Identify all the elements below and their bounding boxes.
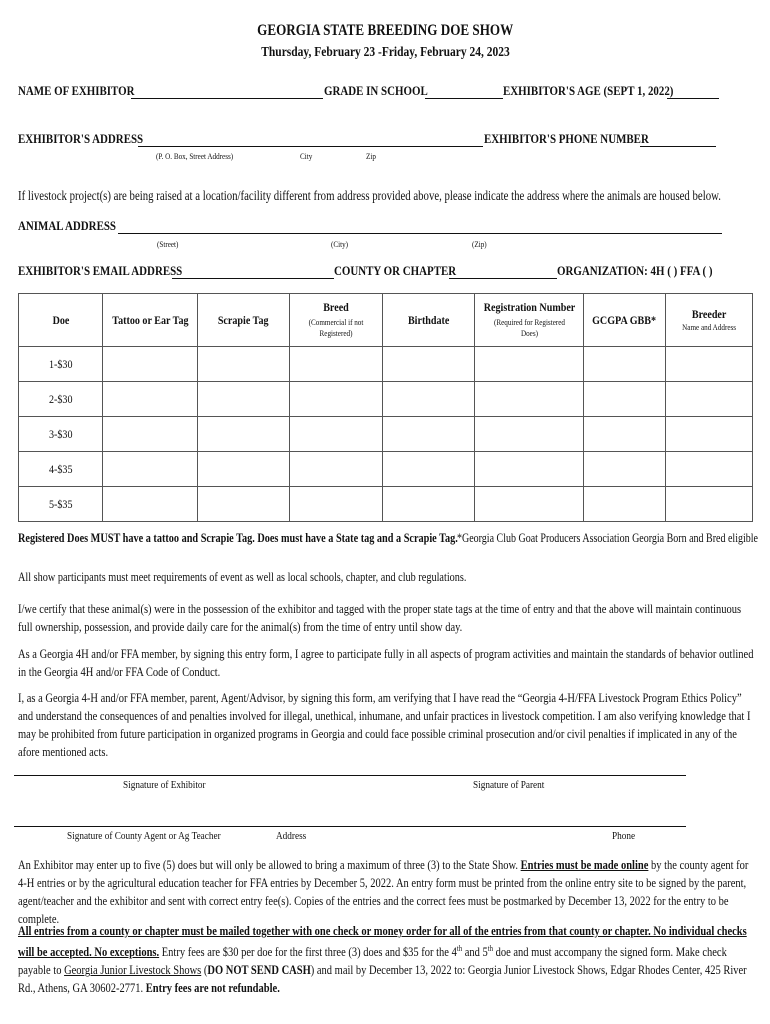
doe-number: 3-$30: [19, 417, 103, 452]
doe-number: 5-$35: [19, 487, 103, 522]
hint-animal-zip: (Zip): [472, 239, 487, 249]
table-header-row: [19, 294, 753, 347]
page-title: GEORGIA STATE BREEDING DOE SHOW: [256, 22, 514, 39]
phone-field[interactable]: [640, 146, 716, 147]
label-signature-parent: Signature of Parent: [473, 779, 545, 791]
address-field[interactable]: [138, 146, 483, 147]
label-animal-address: ANIMAL ADDRESS: [18, 218, 117, 233]
col-tattoo: Tattoo or Ear Tag: [103, 294, 198, 347]
label-grade: GRADE IN SCHOOL: [324, 83, 428, 98]
label-phone: EXHIBITOR'S PHONE NUMBER: [484, 131, 649, 146]
mailing-instructions: All entries from a county or chapter must be mailed together with one check or money order for all of the entries from that county or chapter. No individual checks will be accepted. No exceptions. Entry fees are $30 per doe for the first three (3) does and $35 for the 4th and 5th doe and must accompany the signed form. Make check payable to Georgia Junior Livestock Shows (DO NOT SEND CASH) and mail by December 13, 2022 to: Georgia Junior Livestock Shows, Edgar Rhodes Center, 425 River Rd., Athens, GA 30602-2771. Entry fees are not refundable.: [18, 924, 747, 996]
table-row: [19, 417, 753, 452]
label-signature-agent: Signature of County Agent or Ag Teacher: [67, 830, 221, 842]
col-scrapie: Scrapie Tag: [198, 294, 290, 347]
age-field[interactable]: [667, 98, 719, 99]
email-field[interactable]: [172, 278, 334, 279]
table-row: [19, 347, 753, 382]
label-county: COUNTY OR CHAPTER: [334, 263, 457, 278]
gcgpa-note: *Georgia Club Goat Producers Association Georgia Born and Bred eligible: [457, 531, 758, 545]
signature-line-exhibitor-parent[interactable]: [14, 775, 686, 776]
signature-line-agent[interactable]: [14, 826, 686, 827]
label-address: EXHIBITOR'S ADDRESS: [18, 131, 144, 146]
label-exhibitor-name: NAME OF EXHIBITOR: [18, 83, 135, 98]
county-field[interactable]: [449, 278, 557, 279]
registered-does-note: Registered Does MUST have a tattoo and Scrapie Tag. Does must have a State tag and a Scrapie Tag.: [18, 531, 458, 545]
table-row: [19, 382, 753, 417]
grade-field[interactable]: [425, 98, 503, 99]
col-gcgpa: GCGPA GBB*: [584, 294, 666, 347]
requirements-note: All show participants must meet requirements of event as well as local schools, chapter, and club regulations.: [18, 570, 467, 584]
doe-number: 4-$35: [19, 452, 103, 487]
label-age: EXHIBITOR'S AGE (SEPT 1, 2022): [503, 83, 674, 98]
hint-zip: Zip: [366, 151, 376, 161]
hint-animal-city: (City): [331, 239, 349, 249]
certify-paragraph: I/we certify that these animal(s) were in the possession of the exhibitor and tagged with the proper state tags at the time of entry and that the above will maintain continuous full ownership, possession, and provide daily care for the animal(s) from the time of entry until show day.: [18, 602, 742, 634]
ethics-paragraph: I, as a Georgia 4-H and/or FFA member, parent, Agent/Advisor, by signing this form, am verifying that I have read the “Georgia 4-H/FFA Livestock Program Ethics Policy” and understand the consequences of and penalties involved for illegal, unethical, inhumane, and unfair practices in livestock competition. I am also verifying knowledge that I may be prohibited from future participation in organized programs in Georgia and could face possible criminal prosecution and/or civil penalties if implicated in any of the afore mentioned acts.: [18, 691, 751, 759]
label-signature-phone: Phone: [612, 830, 636, 842]
col-breed: Breed (Commercial if not Registered): [290, 294, 383, 347]
doe-number: 2-$30: [19, 382, 103, 417]
label-organization: ORGANIZATION: 4H ( ) FFA ( ): [557, 263, 713, 278]
hint-animal-street: (Street): [157, 239, 179, 249]
hint-city: City: [300, 151, 313, 161]
doe-number: 1-$30: [19, 347, 103, 382]
exhibitor-name-field[interactable]: [131, 98, 323, 99]
animal-address-field[interactable]: [118, 233, 722, 234]
label-email: EXHIBITOR'S EMAIL ADDRESS: [18, 263, 183, 278]
payee-name: Georgia Junior Livestock Shows: [64, 963, 202, 978]
show-dates: Thursday, February 23 -Friday, February 24, 2023: [260, 45, 510, 60]
label-signature-exhibitor: Signature of Exhibitor: [123, 779, 206, 791]
col-registration: Registration Number (Required for Registered Does): [475, 294, 584, 347]
col-birthdate: Birthdate: [383, 294, 475, 347]
col-breeder: Breeder Name and Address: [666, 294, 753, 347]
doe-entry-table: [18, 293, 753, 522]
conduct-paragraph: As a Georgia 4H and/or FFA member, by signing this entry form, I agree to participate fully in all aspects of program activities and maintain the standards of behavior outlined in the Georgia 4H and/or FFA Code of Conduct.: [18, 647, 754, 679]
hint-street: (P. O. Box, Street Address): [156, 151, 234, 161]
table-row: [19, 452, 753, 487]
label-signature-address: Address: [276, 830, 307, 842]
table-row: [19, 487, 753, 522]
entry-instructions: An Exhibitor may enter up to five (5) does but will only be allowed to bring a maximum of three (3) to the State Show. Entries must be made online by the county agent for 4-H entries or by the agricultural education teacher for FFA entries by December 5, 2022. An entry form must be printed from the online entry site to be signed by the parent, agent/teacher and the exhibitor and sent with correct entry fee(s). Copies of the entries and the correct fees must be postmarked by December 13, 2022 for the entry to be complete.: [18, 858, 749, 926]
livestock-location-note: If livestock project(s) are being raised at a location/facility different from address provided above, please indicate the address where the animals are housed below.: [18, 188, 721, 203]
entries-online-emphasis: Entries must be made online: [520, 858, 649, 872]
col-doe: Doe: [19, 294, 103, 347]
